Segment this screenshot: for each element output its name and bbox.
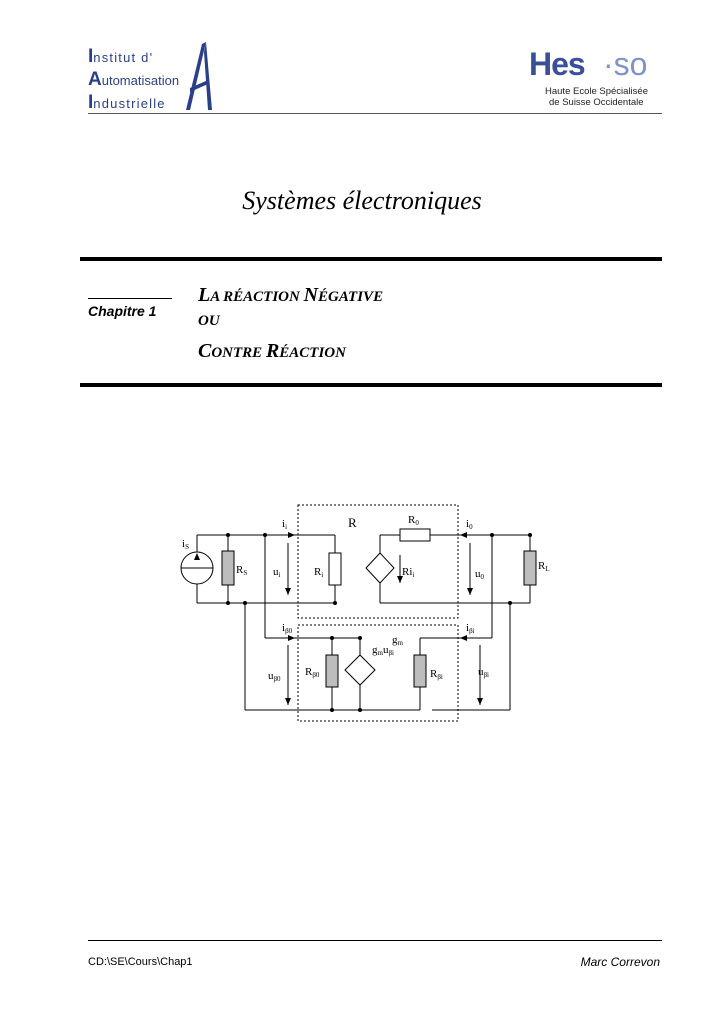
label-is: iS [182, 538, 189, 551]
hes-so-logo [525, 46, 660, 110]
label-gmu: gmuβi [372, 644, 394, 657]
hes-subtitle-2: de Suisse Occidentale [549, 97, 644, 108]
chapter-rule-top [80, 257, 662, 261]
label-ii: ii [282, 518, 288, 531]
resistor-rbi-icon [414, 655, 426, 687]
logo-line-1: Institut d' [88, 46, 154, 67]
dependent-source-ri-icon [366, 553, 394, 583]
label-i0: i0 [466, 518, 473, 531]
label-ri: Ri [314, 566, 324, 579]
chapter-label: Chapitre 1 [88, 303, 157, 319]
so-logo-word: ·so [603, 46, 648, 82]
footer-path: CD:\SE\Cours\Chap1 [88, 956, 193, 968]
chapter-rule-bottom [80, 383, 662, 387]
label-u0: u0 [475, 568, 484, 581]
label-ui: ui [273, 566, 281, 579]
chapter-title-line-3: CONTRE RÉACTION [198, 340, 346, 362]
footer-author: Marc Correvon [580, 955, 660, 969]
feedback-circuit-diagram [170, 495, 550, 730]
resistor-rs-icon [222, 551, 234, 585]
label-r0: R0 [408, 514, 419, 527]
institut-logo [88, 42, 228, 114]
label-gm: gm [392, 634, 403, 647]
label-ib0: iβ0 [282, 622, 293, 635]
resistor-r0-icon [400, 529, 430, 541]
chapter-title-line-2: OU [198, 313, 220, 329]
label-r-block: R [348, 515, 357, 530]
resistor-ri-icon [329, 553, 341, 585]
chapter-label-rule [88, 298, 172, 299]
label-rl: RL [538, 560, 550, 573]
label-rii: Rii [402, 566, 415, 579]
hes-subtitle-1: Haute Ecole Spécialisée [545, 86, 648, 97]
resistor-rl-icon [524, 551, 536, 585]
label-ibi: iβi [466, 622, 475, 635]
document-title: Systèmes électroniques [242, 186, 482, 215]
dependent-source-gm-icon [345, 655, 375, 685]
resistor-rb0-icon [326, 655, 338, 687]
header-rule [88, 113, 662, 114]
label-ub0: uβ0 [268, 670, 281, 683]
label-rb0: Rβ0 [305, 666, 320, 679]
logo-line-2: Automatisation [88, 69, 180, 90]
institut-emblem-icon [178, 40, 218, 114]
label-rbi: Rβi [430, 668, 443, 681]
label-ubi: uβi [478, 666, 490, 679]
chapter-title-line-1: LA RÉACTION NÉGATIVE [198, 284, 384, 306]
footer-rule [88, 940, 662, 941]
hes-logo-word: Hes [529, 46, 585, 82]
label-rs: RS [236, 564, 248, 577]
logo-line-3: Industrielle [88, 92, 166, 113]
